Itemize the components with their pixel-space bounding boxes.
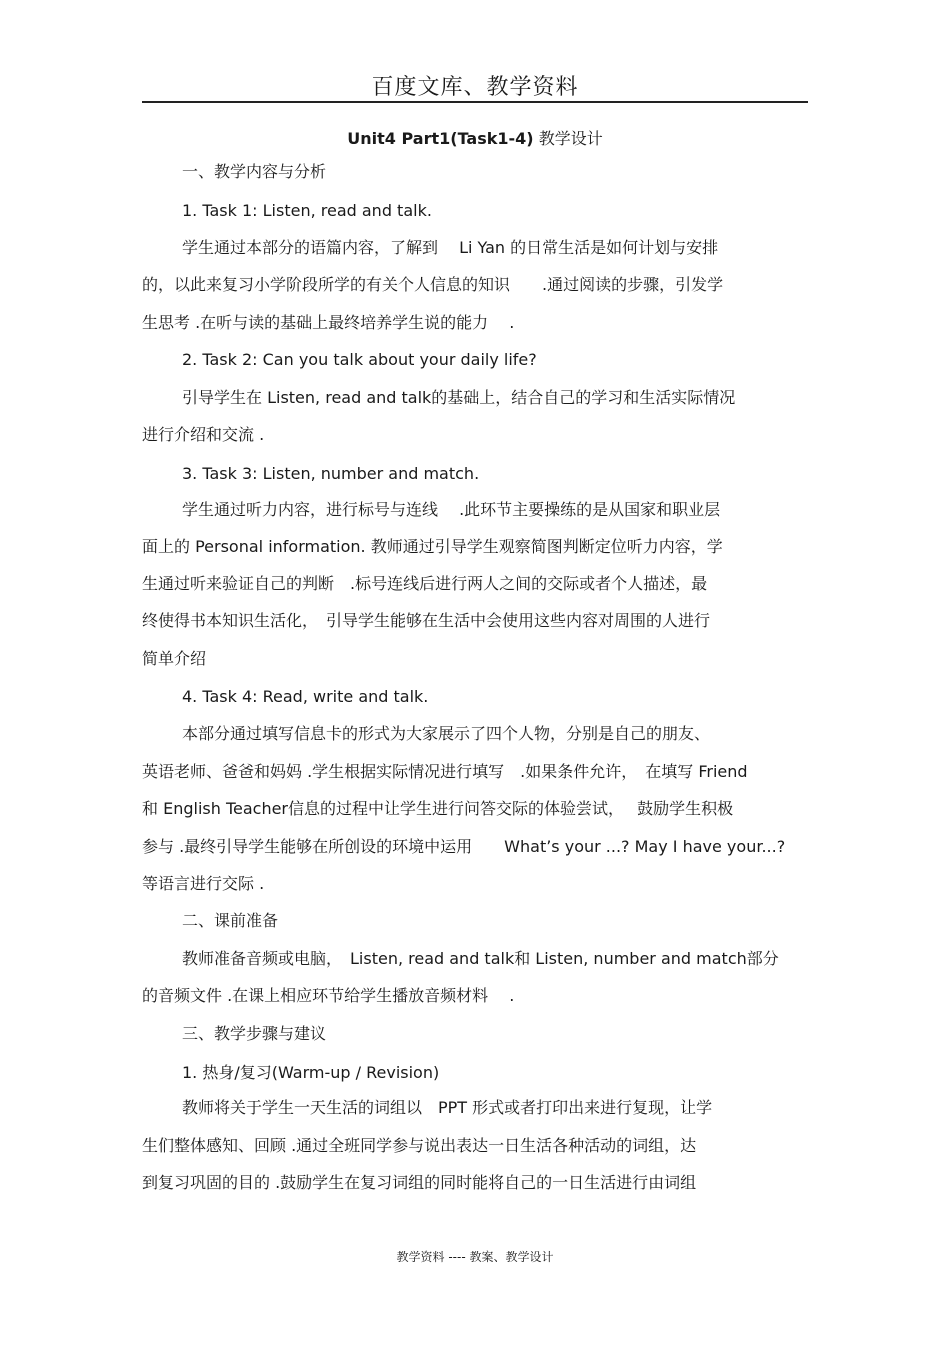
text-line: 面上的 Personal information. 教师通过引导学生观察简图判断定位听力内容，学 [142, 537, 723, 556]
text-line: 的音频文件 .在课上相应环节给学生播放音频材料 . [142, 986, 515, 1005]
text-line: 本部分通过填写信息卡的形式为大家展示了四个人物，分别是自己的朋友、 [182, 724, 711, 743]
text-line: 参与 .最终引导学生能够在所创设的环境中运用 What’s your ...? May I have your...? [142, 837, 786, 856]
document-title [0, 126, 950, 149]
text-line: 三、教学步骤与建议 [182, 1024, 327, 1043]
text-line: 生们整体感知、回顾 .通过全班同学参与说出表达一日生活各种活动的词组，达 [142, 1136, 697, 1155]
text-line: 和 English Teacher信息的过程中让学生进行问答交际的体验尝试， 鼓励学生积极 [142, 799, 734, 818]
text-line: 教师准备音频或电脑， Listen, read and talk和 Listen, number and match部分 [182, 949, 779, 968]
text-line: 2. Task 2: Can you talk about your daily life? [182, 350, 537, 369]
text-line: 一、教学内容与分析 [182, 162, 327, 181]
text-line: 进行介绍和交流 . [142, 425, 265, 444]
text-line: 终使得书本知识生活化， 引导学生能够在生活中会使用这些内容对周围的人进行 [142, 611, 711, 630]
text-line: 3. Task 3: Listen, number and match. [182, 464, 480, 483]
text-line: 4. Task 4: Read, write and talk. [182, 687, 429, 706]
page-header: 百度文库、教学资料 [371, 75, 579, 100]
text-line: 引导学生在 Listen, read and talk的基础上，结合自己的学习和生活实际情况 [182, 388, 736, 407]
text-line: 学生通过听力内容，进行标号与连线 .此环节主要操练的是从国家和职业层 [182, 500, 721, 519]
text-line: 二、课前准备 [182, 911, 279, 930]
text-line: 生思考 .在听与读的基础上最终培养学生说的能力 . [142, 313, 515, 332]
text-line: 英语老师、爸爸和妈妈 .学生根据实际情况进行填写 .如果条件允许， 在填写 Friend [142, 762, 748, 781]
text-line: 教师将关于学生一天生活的词组以 PPT 形式或者打印出来进行复现，让学 [182, 1098, 713, 1117]
title-chinese: 教学设计 [538, 129, 603, 148]
text-line: 等语言进行交际 . [142, 874, 265, 893]
text-line: 1. 热身/复习(Warm-up / Revision) [182, 1063, 440, 1082]
text-line: 简单介绍 [142, 649, 207, 668]
text-line: 到复习巩固的目的 .鼓励学生在复习词组的同时能将自己的一日生活进行由词组 [142, 1173, 697, 1192]
text-line: 的，以此来复习小学阶段所学的有关个人信息的知识 .通过阅读的步骤，引发学 [142, 275, 724, 294]
text-line: 学生通过本部分的语篇内容，了解到 Li Yan 的日常生活是如何计划与安排 [182, 238, 719, 257]
text-line: 1. Task 1: Listen, read and talk. [182, 201, 432, 220]
title-english: Unit4 Part1(Task1-4) [347, 129, 534, 148]
header-rule [142, 101, 808, 103]
text-line: 生通过听来验证自己的判断 .标号连线后进行两人之间的交际或者个人描述，最 [142, 574, 708, 593]
page-footer: 教学资料 ---- 教案、教学设计 [396, 1250, 554, 1264]
